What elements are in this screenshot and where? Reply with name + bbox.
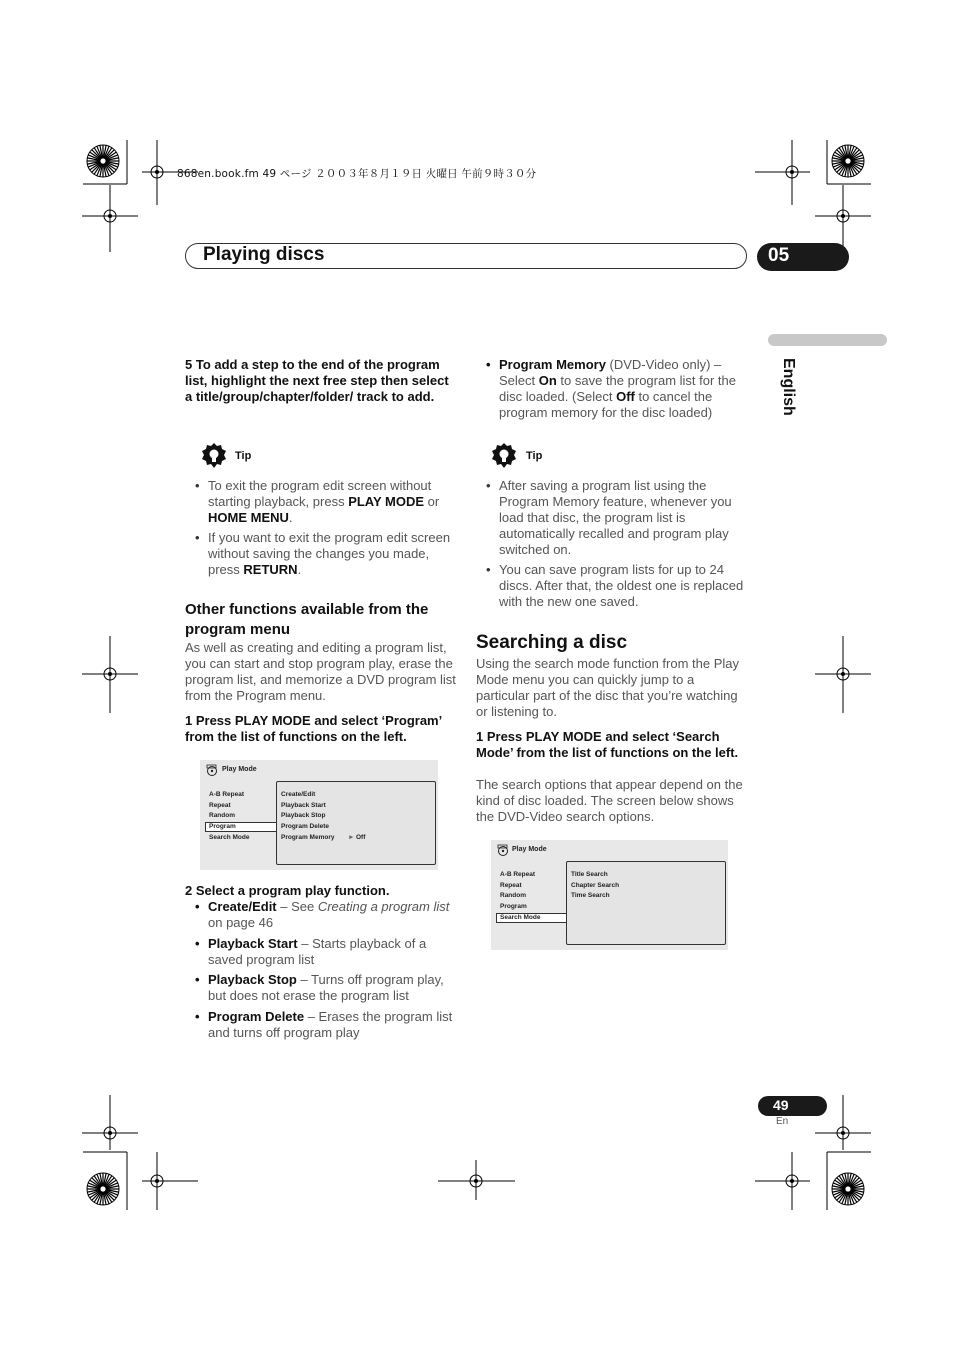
search-intro: Using the search mode function from the Play Mode menu you can quickly jump to a particular part of the disc that you’re watching or listening to. xyxy=(476,656,740,719)
page-number: 49 xyxy=(773,1097,789,1113)
option-item[interactable]: Title Search xyxy=(571,871,608,878)
step-2: 2 Select a program play function. xyxy=(185,883,390,898)
menu-list xyxy=(500,870,540,924)
tip-item: If you want to exit the program edit screen without saving the changes you made, press RETURN. xyxy=(208,530,451,577)
chapter-number: 05 xyxy=(768,245,790,266)
bullet-dot: • xyxy=(195,478,200,493)
bullet-dot: • xyxy=(195,936,200,951)
play-mode-screen-search xyxy=(491,840,728,950)
tip-item: You can save program lists for up to 24 discs. After that, the oldest one is replaced with the new one saved. xyxy=(499,562,744,609)
chapter-badge xyxy=(757,243,849,271)
option-item[interactable]: Playback Stop xyxy=(281,812,326,820)
play-mode-screen-program xyxy=(200,760,438,870)
arrow-right-icon: ► xyxy=(348,834,355,841)
bullet-dot: • xyxy=(486,357,491,372)
tip-lightbulb-icon xyxy=(200,442,228,470)
menu-list xyxy=(209,790,249,844)
bullet-dot: • xyxy=(486,562,491,577)
language-tab-bar xyxy=(768,334,887,346)
screen-title: Play Mode xyxy=(222,766,257,773)
menu-item[interactable]: A-B Repeat xyxy=(500,871,536,878)
search-step-1: 1 Press PLAY MODE and select ‘Search Mode’ from the list of functions on the left. xyxy=(476,729,739,760)
heading-searching-a-disc: Searching a disc xyxy=(476,632,628,653)
tip-label: Tip xyxy=(235,450,252,462)
menu-item-selected[interactable]: Program xyxy=(209,823,236,831)
subheading-other-functions: Other functions available from the program menu xyxy=(185,601,429,638)
option-list xyxy=(571,870,619,902)
section-title: Playing discs xyxy=(203,244,325,265)
option-item[interactable]: Chapter Search xyxy=(571,881,620,889)
menu-item-selected[interactable]: Search Mode xyxy=(500,913,541,921)
function-program-delete: Program Delete – Erases the program list and turns off program play xyxy=(208,1009,453,1040)
function-playback-start: Playback Start – Starts playback of a saved program list xyxy=(208,936,427,967)
function-create-edit: Create/Edit – See Creating a program list on page 46 xyxy=(208,899,450,930)
search-step-1-body: The search options that appear depend on the kind of disc loaded. The screen below shows the DVD-Video search options. xyxy=(476,777,743,824)
page-number-badge xyxy=(758,1096,827,1116)
step-1: 1 Press PLAY MODE and select ‘Program’ from the list of functions on the left. xyxy=(185,713,442,744)
intro-paragraph: As well as creating and editing a program list, you can start and stop program play, erase the program list, and memorize a DVD program list from the Program menu. xyxy=(185,640,456,703)
menu-item[interactable]: Program xyxy=(500,903,527,911)
language-tab xyxy=(777,358,799,438)
language-tab-label: English xyxy=(780,358,797,416)
page-language: En xyxy=(776,1116,789,1127)
step-5: 5 To add a step to the end of the program list, highlight the next free step then select a title/group/chapter/folder/ track to add. xyxy=(185,357,449,404)
tip-lightbulb-icon xyxy=(490,442,518,470)
disc-icon xyxy=(206,764,219,776)
option-list xyxy=(281,790,334,844)
tip-item: To exit the program edit screen without starting playback, press PLAY MODE or HOME MENU. xyxy=(208,478,440,525)
disc-icon xyxy=(497,844,510,856)
menu-item[interactable]: Random xyxy=(500,892,526,900)
option-item[interactable]: Program Memory xyxy=(281,833,335,841)
option-item[interactable]: Program Delete xyxy=(281,823,330,831)
bullet-dot: • xyxy=(486,478,491,493)
tip-label: Tip xyxy=(526,450,543,462)
tip-item: After saving a program list using the Program Memory feature, whenever you load that disc, the program list is automatically recalled and program play switched on. xyxy=(499,478,732,557)
option-item[interactable]: Create/Edit xyxy=(281,791,316,798)
bullet-dot: • xyxy=(195,972,200,987)
print-header: 868en.book.fm 49 ページ ２００３年８月１９日 火曜日 午前９時３０分 xyxy=(177,168,537,180)
option-item[interactable]: Time Search xyxy=(571,892,610,900)
menu-item[interactable]: Repeat xyxy=(500,881,522,889)
menu-item[interactable]: Repeat xyxy=(209,801,231,809)
bullet-dot: • xyxy=(195,1009,200,1024)
bullet-dot: • xyxy=(195,899,200,914)
menu-item[interactable]: A-B Repeat xyxy=(209,791,245,798)
option-item[interactable]: Playback Start xyxy=(281,801,326,809)
memory-value: Off xyxy=(356,834,366,841)
menu-item[interactable]: Random xyxy=(209,812,235,820)
bullet-dot: • xyxy=(195,530,200,545)
function-playback-stop: Playback Stop – Turns off program play, but does not erase the program list xyxy=(208,972,444,1003)
screen-title: Play Mode xyxy=(512,846,547,853)
program-memory-item: Program Memory (DVD-Video only) – Select On to save the program list for the disc loaded. (Select Off to cancel the program memory for the disc loaded) xyxy=(499,357,737,420)
menu-item[interactable]: Search Mode xyxy=(209,833,250,841)
